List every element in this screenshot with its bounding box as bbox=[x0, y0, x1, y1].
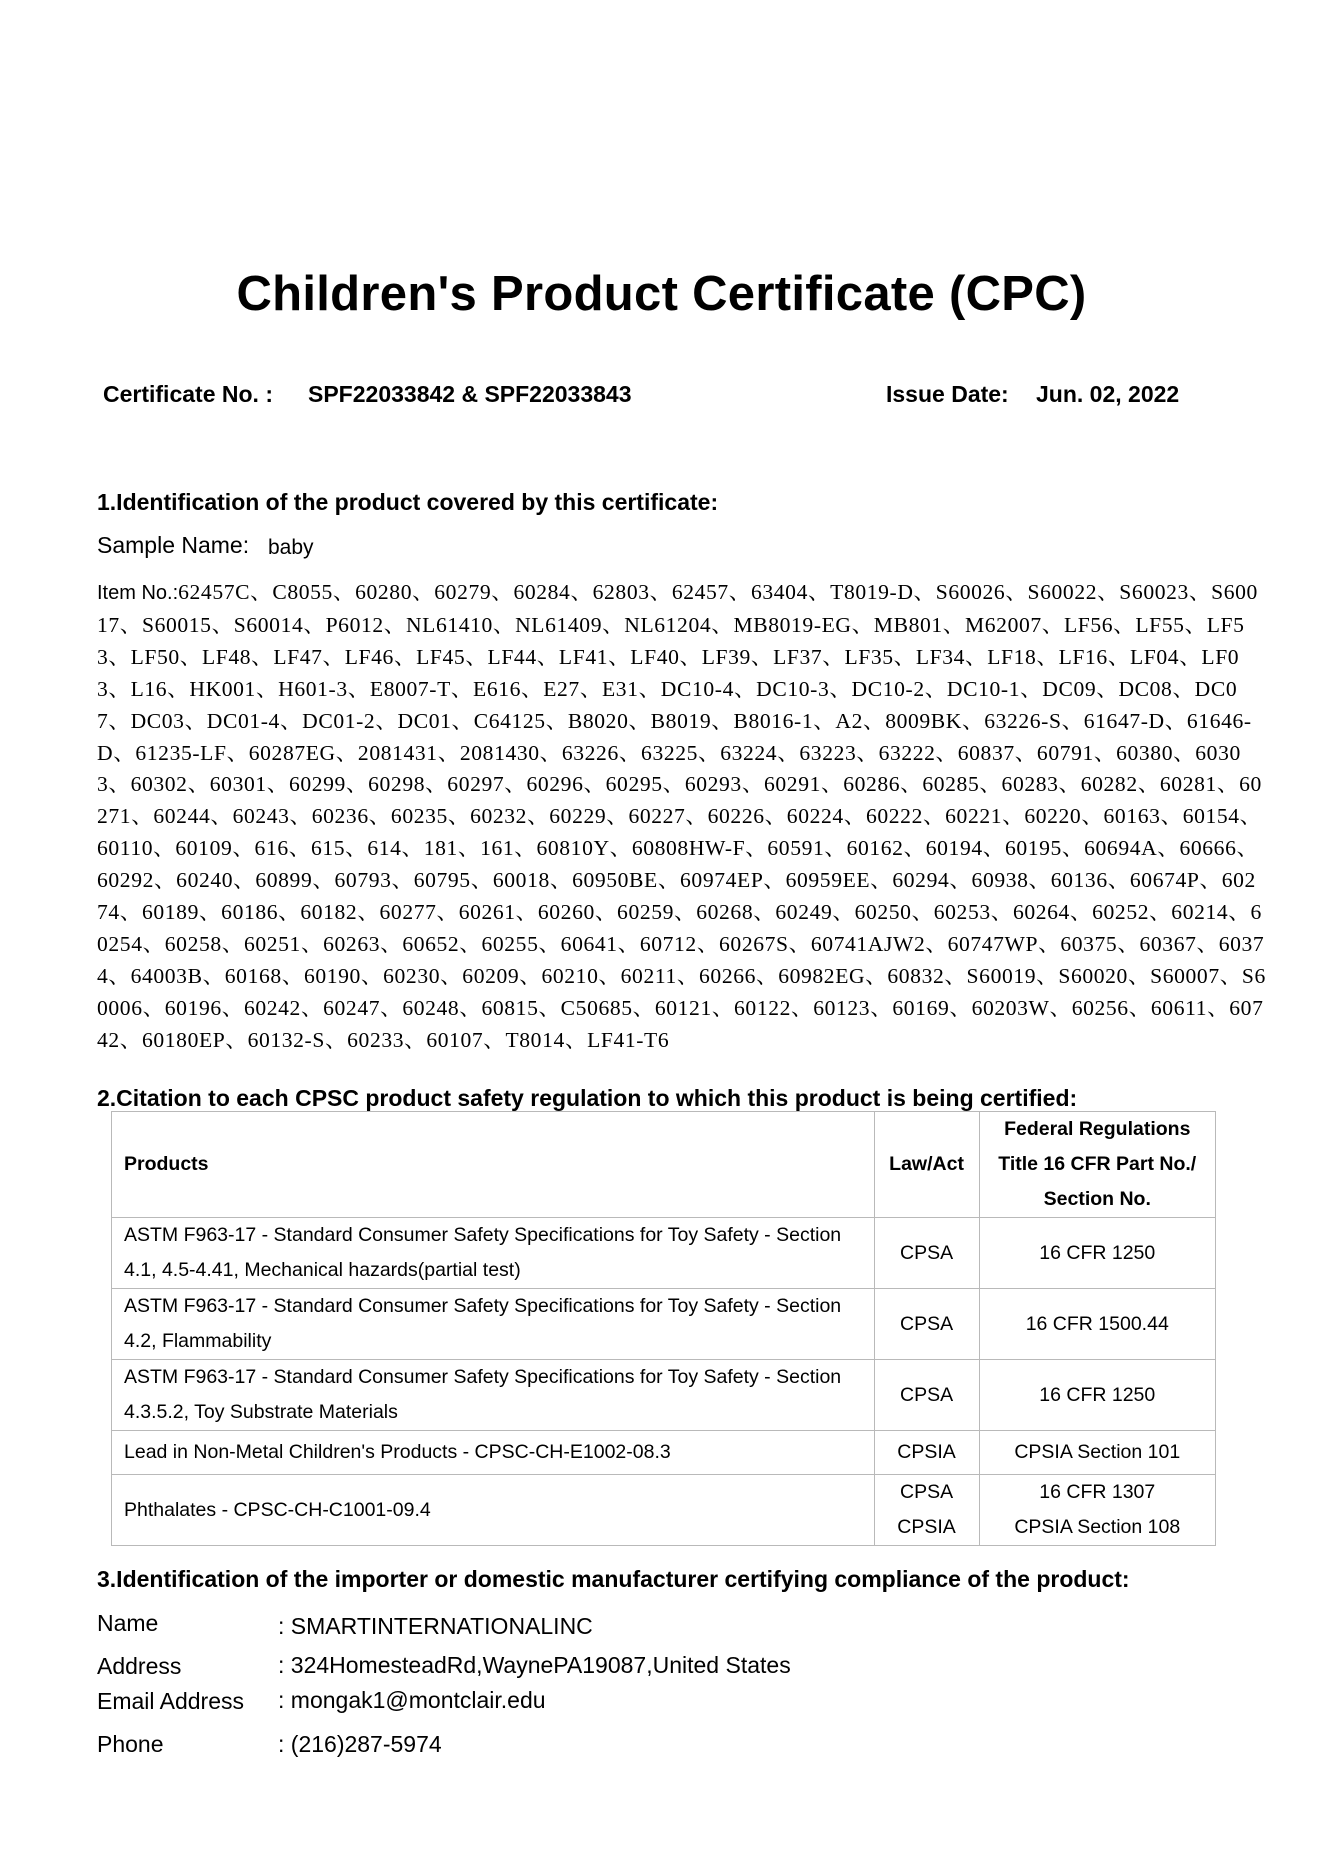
law-line: CPSIA bbox=[897, 1516, 956, 1538]
fed-line: CPSIA Section 108 bbox=[1014, 1516, 1181, 1538]
importer-phone-label: Phone bbox=[97, 1731, 164, 1757]
law-cell: CPSIA bbox=[874, 1431, 979, 1475]
issue-date-value: Jun. 02, 2022 bbox=[1036, 381, 1180, 407]
product-cell bbox=[112, 1360, 875, 1431]
product-line: ASTM F963-17 - Standard Consumer Safety Specifications for Toy Safety - Section bbox=[124, 1366, 842, 1388]
section1-heading: 1.Identification of the product covered by this certificate: bbox=[97, 489, 719, 515]
importer-name-label: Name bbox=[97, 1610, 159, 1636]
law-cell bbox=[874, 1475, 979, 1546]
product-cell: Phthalates - CPSC-CH-C1001-09.4 bbox=[112, 1475, 875, 1546]
table-row bbox=[112, 1289, 1216, 1360]
table-row bbox=[112, 1431, 1216, 1475]
header-fed-line1: Federal Regulations bbox=[1004, 1118, 1191, 1140]
item-numbers-block bbox=[97, 577, 1267, 1057]
product-line: ASTM F963-17 - Standard Consumer Safety Specifications for Toy Safety - Section bbox=[124, 1224, 842, 1246]
law-cell: CPSA bbox=[874, 1360, 979, 1431]
product-line: 4.1, 4.5-4.41, Mechanical hazards(partial test) bbox=[124, 1259, 521, 1281]
fed-line: 16 CFR 1307 bbox=[1039, 1481, 1156, 1503]
issue-date-label: Issue Date: bbox=[886, 381, 1009, 407]
importer-phone-value: : (216)287-5974 bbox=[278, 1731, 442, 1757]
table-row bbox=[112, 1475, 1216, 1546]
item-no-label: Item No.: bbox=[97, 582, 179, 604]
sample-name-value: baby bbox=[268, 536, 314, 559]
fed-cell: 16 CFR 1250 bbox=[979, 1360, 1215, 1431]
product-cell: Lead in Non-Metal Children's Products - CPSC-CH-E1002-08.3 bbox=[112, 1431, 875, 1475]
importer-email-label: Email Address bbox=[97, 1688, 245, 1714]
section2-heading: 2.Citation to each CPSC product safety regulation to which this product is being certified: bbox=[97, 1085, 1078, 1111]
item-no-list: 62457C、C8055、60280、60279、60284、62803、62457、63404、T8019-D、S60026、S60022、S60023、S60017、S60015、S60014、P6012、NL61410、NL61409、NL61204、MB8019-EG、MB801、M62007、LF56、LF55、LF53、LF50、LF48、LF47、LF46、LF45、LF44、LF41、LF40、LF39、LF37、LF35、LF34、LF18、LF16、LF04、LF03、L16、HK001、H601-3、E8007-T、E616、E27、E31、DC10-4、DC10-3、DC10-2、DC10-1、DC09、DC08、DC07、DC03、DC01-4、DC01-2、DC01、C64125、B8020、B8019、B8016-1、A2、8009BK、63226-S、61647-D、61646-D、61235-LF、60287EG、2081431、2081430、63226、63225、63224、63223、63222、60837、60791、60380、60303、60302、60301、60299、60298、60297、60296、60295、60293、60291、60286、60285、60283、60282、60281、60271、60244、60243、60236、60235、60232、60229、60227、60226、60224、60222、60221、60220、60163、60154、60110、60109、616、615、614、181、161、60810Y、60808HW-F、60591、60162、60194、60195、60694A、60666、60292、60240、60899、60793、60795、60018、60950BE、60974EP、60959EE、60294、60938、60136、60674P、60274、60189、60186、60182、60277、60261、60260、60259、60268、60249、60250、60253、60264、60252、60214、60254、60258、60251、60263、60652、60255、60641、60712、60267S、60741AJW2、60747WP、60375、60367、60374、64003B、60168、60190、60230、60209、60210、60211、60266、60982EG、60832、S60019、S60020、S60007、S60006、60196、60242、60247、60248、60815、C50685、60121、60122、60123、60169、60203W、60256、60611、60742、60180EP、60132-S、60233、60107、T8014、LF41-T6 bbox=[97, 580, 1266, 1052]
fed-cell bbox=[979, 1475, 1215, 1546]
product-cell bbox=[112, 1218, 875, 1289]
importer-email-value: : mongak1@montclair.edu bbox=[278, 1687, 546, 1713]
regulations-table bbox=[111, 1111, 1216, 1546]
importer-address-value: : 324HomesteadRd,WaynePA19087,United States bbox=[278, 1652, 791, 1678]
importer-address-label: Address bbox=[97, 1653, 182, 1679]
header-fed-line3: Section No. bbox=[1043, 1188, 1151, 1210]
law-line: CPSA bbox=[900, 1481, 954, 1503]
fed-cell: 16 CFR 1500.44 bbox=[979, 1289, 1215, 1360]
certificate-number-value: SPF22033842 & SPF22033843 bbox=[308, 381, 632, 407]
law-cell: CPSA bbox=[874, 1289, 979, 1360]
importer-name-value: : SMARTINTERNATIONALINC bbox=[278, 1613, 593, 1639]
table-header-row bbox=[112, 1112, 1216, 1218]
product-cell bbox=[112, 1289, 875, 1360]
product-line: ASTM F963-17 - Standard Consumer Safety Specifications for Toy Safety - Section bbox=[124, 1295, 842, 1317]
fed-cell: 16 CFR 1250 bbox=[979, 1218, 1215, 1289]
section3-heading: 3.Identification of the importer or domestic manufacturer certifying compliance of the product: bbox=[97, 1566, 1130, 1592]
header-fed-line2: Title 16 CFR Part No./ bbox=[998, 1153, 1197, 1175]
table-row bbox=[112, 1218, 1216, 1289]
fed-cell: CPSIA Section 101 bbox=[979, 1431, 1215, 1475]
page-title: Children's Product Certificate (CPC) bbox=[236, 267, 1087, 321]
product-line: 4.3.5.2, Toy Substrate Materials bbox=[124, 1401, 398, 1423]
header-products: Products bbox=[112, 1112, 875, 1218]
header-federal-regulations bbox=[979, 1112, 1215, 1218]
law-cell: CPSA bbox=[874, 1218, 979, 1289]
certificate-number-label: Certificate No. : bbox=[103, 381, 273, 407]
sample-name-label: Sample Name: bbox=[97, 532, 250, 558]
header-law-act: Law/Act bbox=[874, 1112, 979, 1218]
product-line: 4.2, Flammability bbox=[124, 1330, 272, 1352]
table-row bbox=[112, 1360, 1216, 1431]
